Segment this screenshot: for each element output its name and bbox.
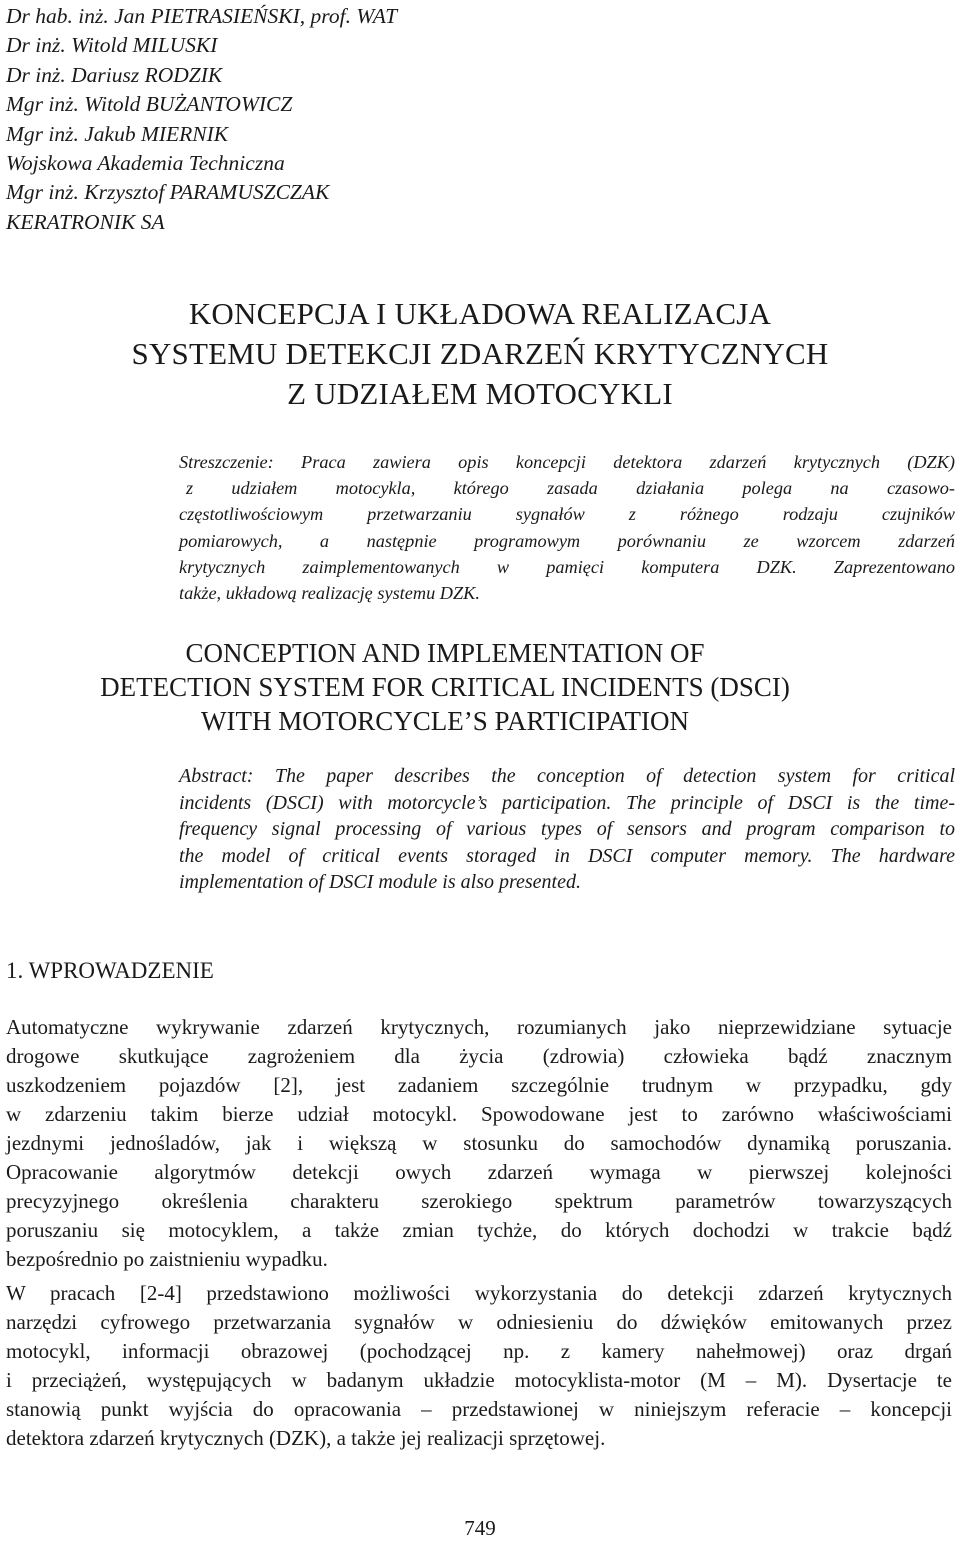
title-line: WITH MOTORCYCLE’S PARTICIPATION	[201, 706, 689, 736]
paragraph-line: uszkodzeniem pojazdów [2], jest zadaniem szczególnie trudnym w przypadku, gdy	[6, 1073, 952, 1097]
author-line: Dr inż. Witold MILUSKI	[6, 33, 218, 58]
author-line: Mgr inż. Krzysztof PARAMUSZCZAK	[6, 180, 330, 205]
paragraph-line: detektora zdarzeń krytycznych (DZK), a także jej realizacji sprzętowej.	[6, 1426, 606, 1450]
abstract-line: the model of critical events storaged in DSCI computer memory. The hardware	[179, 844, 955, 867]
abstract-line: krytycznych zaimplementowanych w pamięci komputera DZK. Zaprezentowano	[179, 556, 955, 577]
paragraph-line: poruszaniu się motocyklem, a także zmian tychże, do których dochodzi w trakcie bądź	[6, 1218, 952, 1242]
paragraph-line: drogowe skutkujące zagrożeniem dla życia (zdrowia) człowieka bądź znacznym	[6, 1044, 952, 1068]
abstract-line: implementation of DSCI module is also presented.	[179, 871, 581, 893]
title-line: KONCEPCJA I UKŁADOWA REALIZACJA	[188, 296, 772, 331]
paragraph-line: precyzyjnego określenia charakteru szerokiego spektrum parametrów towarzyszących	[6, 1189, 952, 1213]
abstract-line: z udziałem motocykla, którego zasada działania polega na czasowo-	[186, 478, 955, 499]
paragraph-line: Opracowanie algorytmów detekcji owych zdarzeń wymaga w pierwszej kolejności	[6, 1160, 952, 1184]
body-text	[6, 1013, 952, 1453]
abstract-line: incidents (DSCI) with motorcycle’s participation. The principle of DSCI is the time-	[179, 791, 955, 814]
paragraph-line: bezpośrednio po zaistnieniu wypadku.	[6, 1247, 328, 1271]
paragraph-line: i przeciążeń, występujących w badanym układzie motocyklista-motor (M – M). Dysertacje te	[6, 1368, 952, 1392]
paragraph-line: stanowią punkt wyjścia do opracowania – przedstawionej w niniejszym referacie – koncepcji	[6, 1397, 952, 1421]
title-line: DETECTION SYSTEM FOR CRITICAL INCIDENTS (DSCI)	[100, 672, 790, 702]
author-list	[6, 2, 606, 237]
title-line: CONCEPTION AND IMPLEMENTATION OF	[185, 638, 705, 668]
title-line: Z UDZIAŁEM MOTOCYKLI	[287, 376, 673, 411]
abstract-line: Streszczenie: Praca zawiera opis koncepcji detektora zdarzeń krytycznych (DZK)	[179, 452, 955, 472]
paragraph-line: Automatyczne wykrywanie zdarzeń krytycznych, rozumianych jako nieprzewidziane sytuacje	[6, 1015, 952, 1039]
abstract-line: Abstract: The paper describes the conception of detection system for critical	[179, 765, 955, 787]
abstract-english	[179, 763, 955, 896]
title-polish	[0, 294, 960, 414]
author-line: Mgr inż. Witold BUŻANTOWICZ	[6, 92, 293, 117]
paragraph-line: W pracach [2-4] przedstawiono możliwości wykorzystania do detekcji zdarzeń krytycznych	[6, 1281, 952, 1305]
author-line: Dr hab. inż. Jan PIETRASIEŃSKI, prof. WAT	[6, 4, 398, 28]
author-line: Mgr inż. Jakub MIERNIK	[6, 121, 229, 146]
page-number: 749	[464, 1516, 496, 1540]
abstract-line: także, układową realizację systemu DZK.	[179, 583, 480, 604]
paragraph-line: narzędzi cyfrowego przetwarzania sygnałów w odniesieniu do dźwięków emitowanych przez	[6, 1310, 952, 1334]
section-heading: 1. WPROWADZENIE	[6, 958, 214, 983]
affiliation-line: KERATRONIK SA	[6, 209, 165, 234]
abstract-line: frequency signal processing of various types of sensors and program comparison to	[179, 818, 955, 840]
affiliation-line: Wojskowa Akademia Techniczna	[6, 151, 285, 176]
title-line: SYSTEMU DETEKCJI ZDARZEŃ KRYTYCZNYCH	[131, 336, 829, 371]
abstract-line: pomiarowych, a następnie programowym porównaniu ze wzorcem zdarzeń	[179, 530, 955, 551]
title-english	[0, 636, 890, 738]
paragraph-line: w zdarzeniu takim bierze udział motocykl. Spowodowane jest to zarówno właściwościami	[6, 1102, 952, 1126]
abstract-polish	[179, 449, 955, 606]
abstract-line: częstotliwościowym przetwarzaniu sygnałów z różnego rodzaju czujników	[179, 504, 955, 525]
paragraph-line: motocykl, informacji obrazowej (pochodzącej np. z kamery nahełmowej) oraz drgań	[6, 1339, 952, 1363]
author-line: Dr inż. Dariusz RODZIK	[6, 62, 223, 87]
paragraph-line: jezdnymi jednośladów, jak i większą w stosunku do samochodów dynamiką poruszania.	[6, 1131, 952, 1155]
